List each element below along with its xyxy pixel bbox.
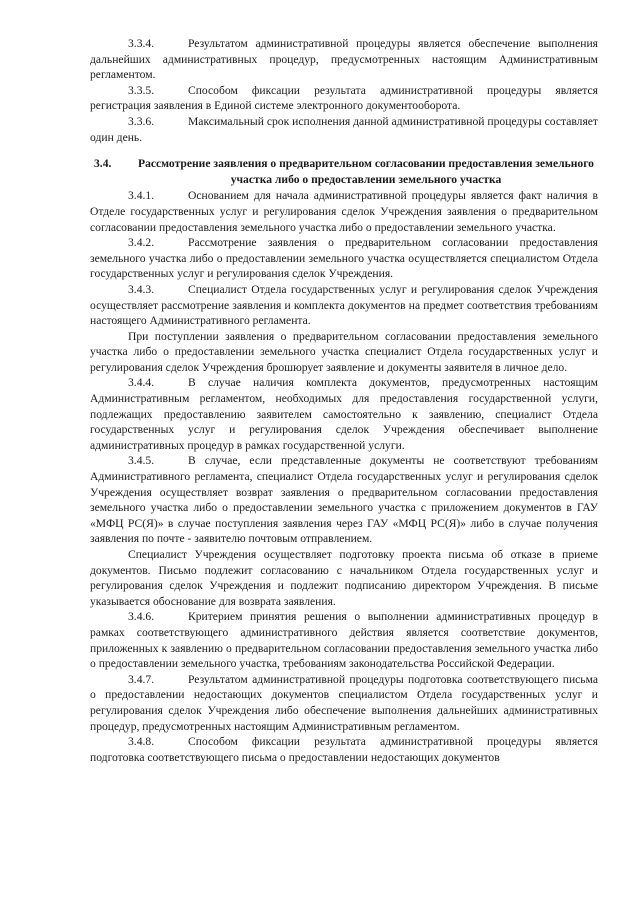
paragraph-number: 3.4.4. — [128, 376, 155, 390]
numbered-paragraph — [90, 282, 598, 329]
numbered-paragraph — [90, 375, 598, 453]
paragraph-number: 3.4.8. — [128, 735, 155, 749]
numbered-paragraph — [90, 83, 598, 114]
numbered-paragraph — [90, 114, 598, 145]
paragraph-number: 3.4.7. — [128, 672, 155, 686]
numbered-paragraph — [90, 188, 598, 235]
numbered-paragraph — [90, 672, 598, 734]
paragraph-number: 3.4.5. — [128, 454, 155, 468]
section-title: Рассмотрение заявления о предварительном согласовании предоставления земельного участка либо о предоставлении земельного участка — [138, 157, 594, 186]
numbered-paragraph — [90, 235, 598, 282]
paragraph-number: 3.4.6. — [128, 610, 155, 624]
paragraph-number: 3.4.3. — [128, 282, 155, 296]
numbered-paragraph — [90, 36, 598, 83]
paragraph-text: Способом фиксации результата административной процедуры является регистрация заявления в Единой системе электронного документооборота. — [90, 83, 598, 113]
paragraph-text: Рассмотрение заявления о предварительном согласовании предоставления земельного участка либо о предоставлении земельного участка осуществляется специалистом Отдела государственных услуг и регулирования сделок Учреждения. — [90, 236, 598, 281]
paragraph-text: В случае наличия комплекта документов, предусмотренных настоящим Административным регламентом, необходимых для предоставления государственной услуги, подлежащих предоставлению заявителем самостоятельно к заявлению, специалист Отдела государственных услуг и регулирования сделок Учреждения обеспечивает выполнение административных процедур в рамках государственной услуги. — [90, 376, 598, 452]
paragraph-number: 3.4.2. — [128, 236, 155, 250]
paragraph — [90, 547, 598, 609]
paragraph-number: 3.4.1. — [128, 189, 155, 203]
paragraph-text: При поступлении заявления о предварительном согласовании предоставления земельного участка либо о предоставлении земельного участка специалист Отдела государственных услуг и регулирования сделок Учреждения брошюрует заявление и документы заявителя в личное дело. — [90, 329, 598, 374]
paragraph-text: В случае, если представленные документы не соответствуют требованиям Административного регламента, специалист Отдела государственных услуг и регулирования сделок Учреждения осуществляет возврат заявления о предварительном согласовании предоставления земельного участка либо о предоставлении земельного участка с приложением документов в ГАУ «МФЦ РС(Я)» в случае поступления заявления через ГАУ «МФЦ РС(Я)» либо в случае получения заявления по почте - заявителю почтовым отправлением. — [90, 454, 598, 546]
numbered-paragraph — [90, 734, 598, 765]
paragraph-text: Результатом административной процедуры подготовка соответствующего письма о предоставлении недостающих документов специалистом Отдела государственных услуг и регулирования сделок Учреждения либо обеспечение выполнения дальнейших административных процедур, предусмотренных настоящим Административным регламентом. — [90, 672, 598, 733]
paragraph — [90, 329, 598, 376]
paragraph-text: Максимальный срок исполнения данной административной процедуры составляет один день. — [90, 114, 598, 144]
paragraph-text: Способом фиксации результата административной процедуры является подготовка соответствующего письма о предоставлении недостающих документов — [90, 735, 598, 764]
paragraph-number: 3.3.4. — [128, 37, 155, 50]
section-3-3-tail — [90, 36, 598, 145]
paragraph-text: Результатом административной процедуры является обеспечение выполнения дальнейших административных процедур, предусмотренных настоящим Административным регламентом. — [90, 37, 598, 82]
paragraph-number: 3.3.6. — [128, 114, 155, 128]
numbered-paragraph — [90, 453, 598, 547]
numbered-paragraph — [90, 609, 598, 671]
section-number: 3.4. — [94, 157, 112, 171]
paragraph-text: Специалист Учреждения осуществляет подготовку проекта письма об отказе в приеме документов. Письмо подлежит согласованию с начальником Отдела государственных услуг и регулирования сделок Учреждения и подлежит подписанию директором Учреждения. В письме указывается обоснование для возврата заявления. — [90, 548, 598, 608]
section-3-4-body — [90, 188, 598, 765]
paragraph-text: Критерием принятия решения о выполнении административных процедур в рамках соответствующего административного действия является соответствие документов, приложенных к заявлению о предварительном согласовании предоставления земельного участка либо о предоставлении земельного участка, требованиям законодательства Российской Федерации. — [90, 610, 598, 671]
section-heading — [90, 156, 598, 187]
paragraph-text: Основанием для начала административной процедуры является факт наличия в Отделе государственных услуг и регулирования сделок Учреждения заявления о предварительном согласовании предоставления земельного участка либо о предоставлении земельного участка. — [90, 189, 598, 234]
paragraph-text: Специалист Отдела государственных услуг и регулирования сделок Учреждения осуществляет рассмотрение заявления и комплекта документов на предмет соответствия требованиям настоящего Административного регламента. — [90, 282, 598, 328]
paragraph-number: 3.3.5. — [128, 83, 155, 97]
